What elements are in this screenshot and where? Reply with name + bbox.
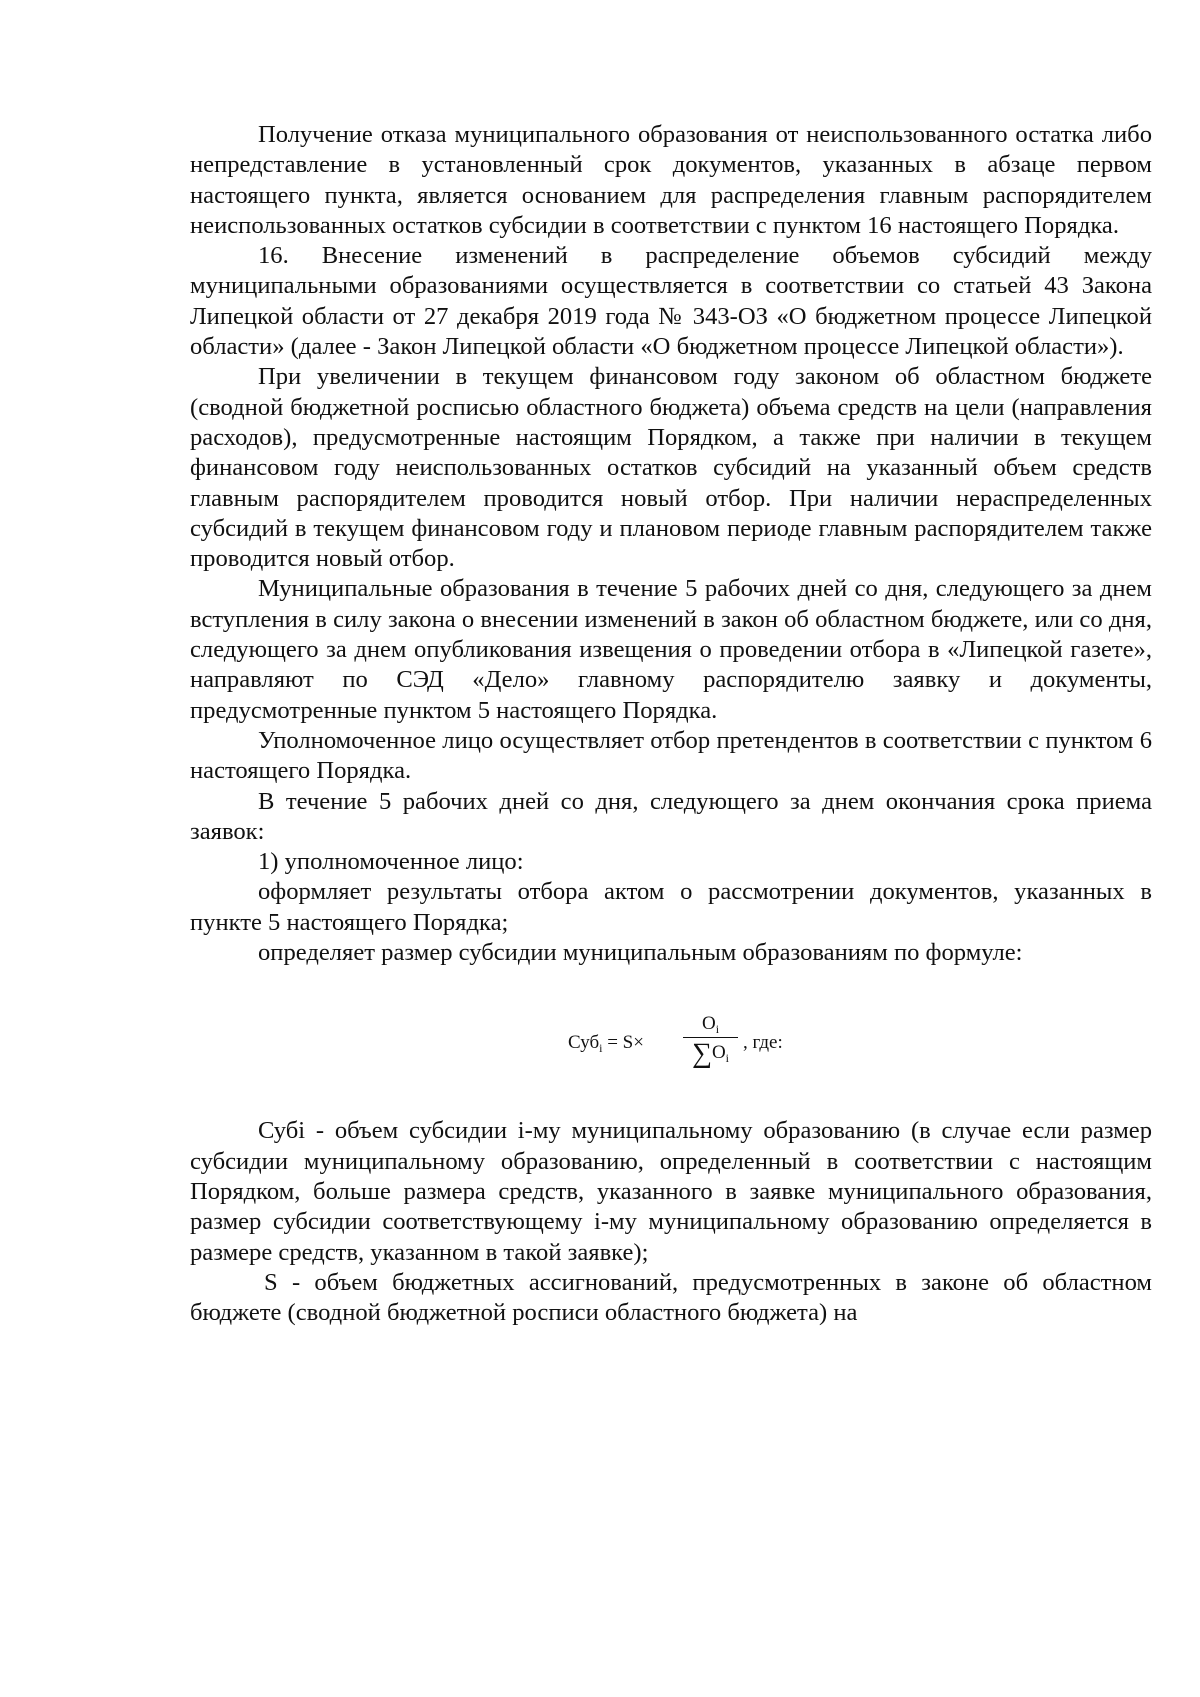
formula-tail: , где:: [743, 1032, 783, 1054]
paragraph-sub-i-definition: Субi - объем субсидии i-му муниципальному образованию (в случае если размер субсидии муниципальному образованию, определенный в соответствии с настоящим Порядком, больше размера средств, указанного в заявке муниципального образования, размер субсидии соответствующему i-му муниципальному образованию определяется в размере средств, указанном в такой заявке);: [190, 1117, 1152, 1266]
paragraph-s-definition: S - объем бюджетных ассигнований, предусмотренных в законе об областном бюджете (сводной бюджетной росписи областного бюджета) на: [190, 1268, 1152, 1327]
paragraph-selection: Уполномоченное лицо осуществляет отбор претендентов в соответствии с пунктом 6 настоящего Порядка.: [190, 726, 1152, 785]
paragraph-item-16: 16. Внесение изменений в распределение объемов субсидий между муниципальными образованиями осуществляется в соответствии со статьей 43 Закона Липецкой области от 27 декабря 2019 года № 343-ОЗ «О бюджетном процессе Липецкой области» (далее - Закон Липецкой области «О бюджетном процессе Липецкой области»).: [190, 242, 1152, 361]
paragraph-budget-increase: При увеличении в текущем финансовом году законом об областном бюджете (сводной бюджетной росписью областного бюджета) объема средств на цели (направления расходов), предусмотренные настоящим Порядком, а также при наличии в текущем финансовом году неиспользованных остатков субсидий на указанный объем средств главным распорядителем проводится новый отбор. При наличии нераспределенных субсидий в текущем финансовом году и плановом периоде главным распорядителем также проводится новый отбор.: [190, 363, 1152, 573]
formula-numerator: $O_i$: [701, 1013, 720, 1037]
formula-denominator: $\sum O_i$: [691, 1038, 730, 1070]
document-page: [190, 120, 1152, 1328]
subsidy-formula: [190, 986, 1152, 1090]
paragraph-refusal: Получение отказа муниципального образования от неиспользованного остатка либо непредставление в установленный срок документов, указанных в абзаце первом настоящего пункта, является основанием для распределения главным распорядителем неиспользованных остатков субсидии в соответствии с пунктом 16 настоящего Порядка.: [190, 121, 1152, 239]
paragraph-municipal-applications: Муниципальные образования в течение 5 рабочих дней со дня, следующего за днем вступления в силу закона о внесении изменений в закон об областном бюджете, или со дня, следующего за днем опубликования извещения о проведении отбора в «Липецкой газете», направляют по СЭД «Дело» главному распорядителю заявку и документы, предусмотренные пунктом 5 настоящего Порядка.: [190, 575, 1152, 724]
paragraph-act: оформляет результаты отбора актом о рассмотрении документов, указанных в пункте 5 настоящего Порядка;: [190, 878, 1152, 936]
paragraph-authorized-person: 1) уполномоченное лицо:: [258, 848, 524, 876]
formula-fraction: [683, 1012, 738, 1070]
formula-lhs: Суб$_i$ = S×: [568, 1032, 644, 1056]
paragraph-deadline: В течение 5 рабочих дней со дня, следующего за днем окончания срока приема заявок:: [190, 787, 1152, 845]
paragraph-formula-intro: определяет размер субсидии муниципальным образованиям по формуле:: [258, 939, 1023, 967]
